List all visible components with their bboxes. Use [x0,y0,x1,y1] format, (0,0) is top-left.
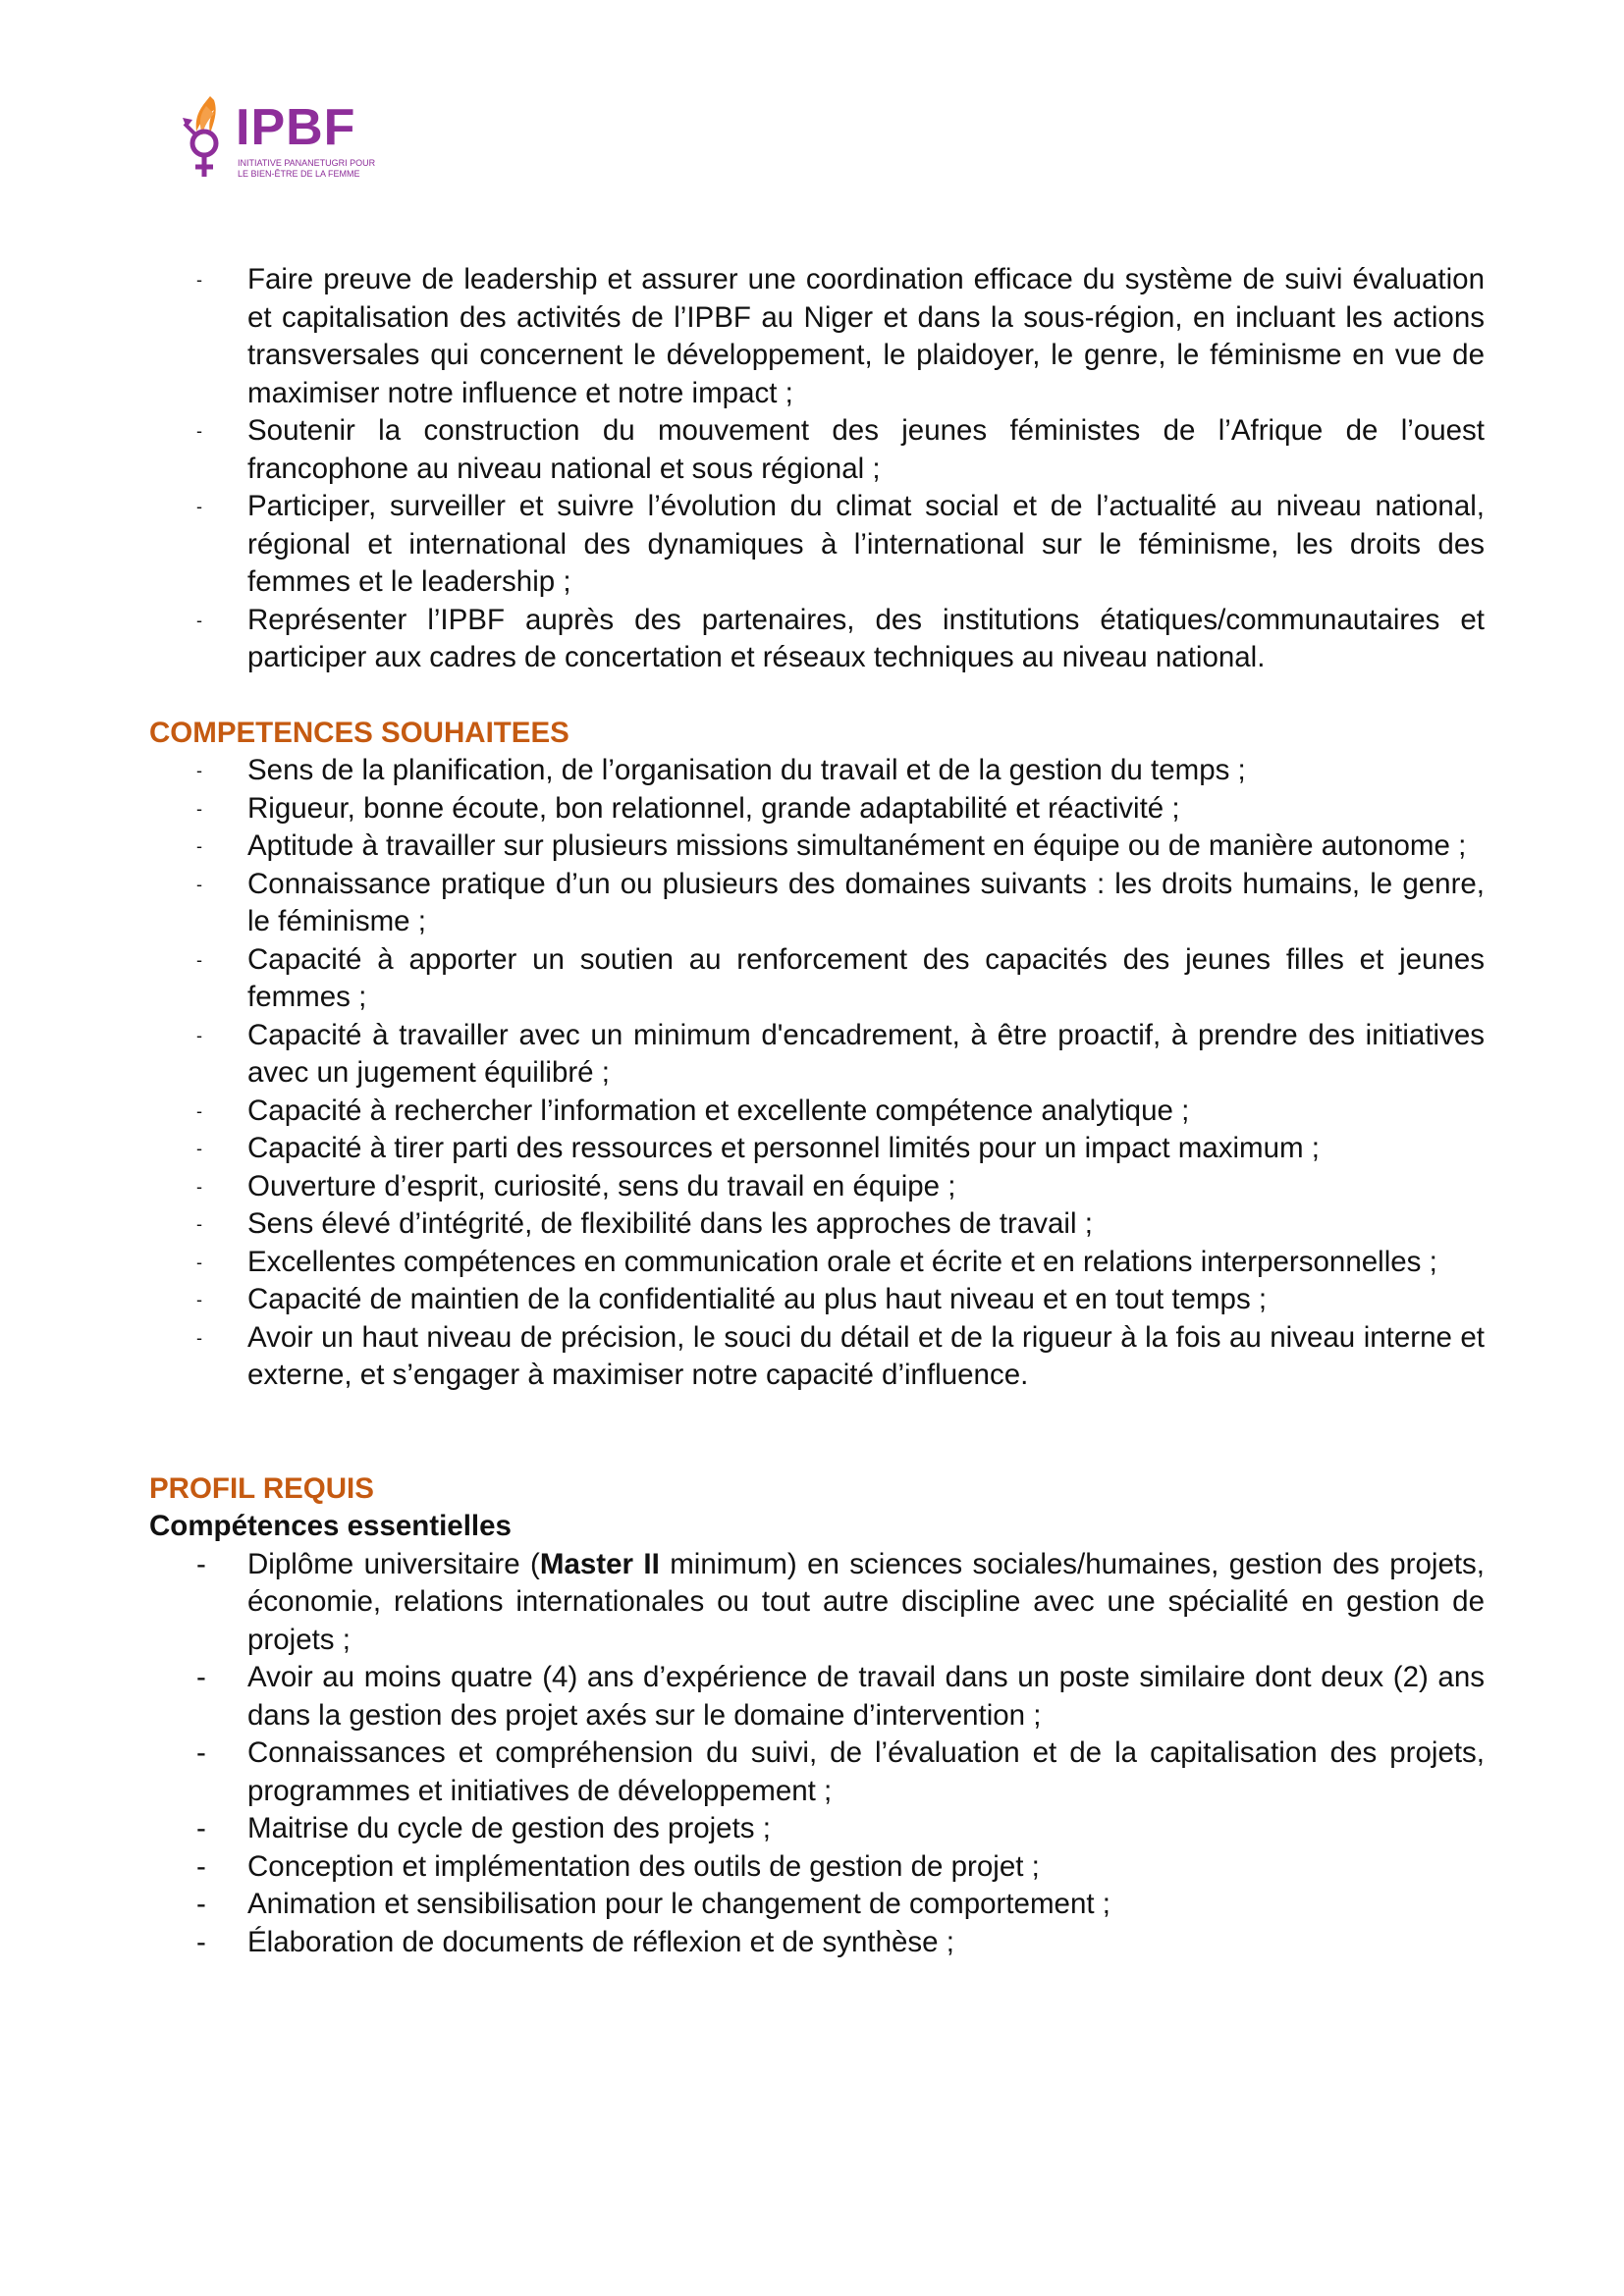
bullet-dash: - [196,1888,206,1920]
bullet-dash: - [196,497,202,516]
logo-subtitle-line1: INITIATIVE PANANETUGRI POUR [238,158,376,168]
list-item: - Diplôme universitaire (Master II minimum) en sciences sociales/humaines, gestion des projets, économie, relations internationales ou tout autre discipline avec une spécialité en gestion de projets ; [196,1547,1486,1656]
list-item: - Connaissance pratique d’un ou plusieurs des domaines suivants : les droits humains, le genre, le féminisme ; [196,867,1485,937]
document-body [149,261,1485,1961]
list-item: - Connaissances et compréhension du suivi, de l’évaluation et de la capitalisation des projets, programmes et initiatives de développement ; [196,1736,1485,1807]
list-item: - Avoir au moins quatre (4) ans d’expérience de travail dans un poste similaire dont deux (2) ans dans la gestion des projet axés sur le domaine d’intervention ; [196,1661,1485,1732]
bullet-dash: - [196,1736,206,1769]
list-item: - Animation et sensibilisation pour le changement de comportement ; [247,1886,1485,1924]
list-item: - Soutenir la construction du mouvement des jeunes féministes de l’Afrique de l’ouest francophone au niveau national et sous régional ; [196,414,1485,485]
degree-level: Master II [539,1547,660,1580]
ipbf-logo [181,92,377,181]
list-item: - Capacité à apporter un soutien au renforcement des capacités des jeunes filles et jeunes femmes ; [196,942,1485,1013]
bullet-dash: - [196,1849,206,1883]
list-item: - Sens élevé d’intégrité, de flexibilité dans les approches de travail ; [247,1205,1485,1244]
responsibilities-list [149,261,1485,677]
list-item: - Excellentes compétences en communication orale et écrite et en relations interpersonnelles ; [247,1244,1485,1282]
bullet-dash: - [196,610,202,630]
section-heading-profil-requis: PROFIL REQUIS [149,1471,374,1505]
bullet-dash: - [196,270,202,290]
list-item: - Capacité à travailler avec un minimum d'encadrement, à être proactif, à prendre des initiatives avec un jugement équilibré ; [196,1018,1485,1089]
bullet-dash: - [196,1925,206,1958]
list-item: - Élaboration de documents de réflexion et de synthèse ; [247,1924,1485,1962]
bullet-dash: - [196,1290,202,1309]
bullet-dash: - [196,761,202,780]
section-heading-competences-souhaitees: COMPETENCES SOUHAITEES [149,716,569,749]
bullet-dash: - [196,949,202,970]
list-item: - Capacité à tirer parti des ressources et personnel limités pour un impact maximum ; [247,1130,1485,1168]
list-item: - Maitrise du cycle de gestion des projets ; [247,1810,1485,1848]
bullet-dash: - [196,1100,202,1121]
bullet-dash: - [196,836,202,856]
list-item: - Conception et implémentation des outils de gestion de projet ; [247,1848,1485,1887]
bullet-dash: - [196,1547,206,1580]
subheading-competences-essentielles: Compétences essentielles [149,1510,512,1542]
list-item: - Avoir un haut niveau de précision, le souci du détail et de la rigueur à la fois au niveau interne et externe, et s’engager à maximiser notre capacité d’influence. [196,1320,1485,1391]
female-symbol-flame-icon [181,92,230,181]
bullet-dash: - [196,1327,202,1348]
bullet-dash: - [196,1139,202,1158]
bullet-dash: - [196,1176,202,1197]
competences-souhaitees-list [149,752,1485,1395]
list-item: - Aptitude à travailler sur plusieurs missions simultanément en équipe ou de manière autonome ; [247,828,1485,866]
bullet-dash: - [196,1214,202,1234]
logo-subtitle-line2: LE BIEN-ÊTRE DE LA FEMME [238,169,360,179]
profil-requis-list [149,1546,1485,1962]
bullet-dash: - [196,798,202,819]
list-item: - Faire preuve de leadership et assurer une coordination efficace du système de suivi évaluation et capitalisation des activités de l’IPBF au Niger et dans la sous-région, en incluant les actions transversales qui concernent le développement, le plaidoyer, le genre, le féminisme en vue de maximiser notre influence et notre impact ; [196,263,1485,409]
logo-wordmark: IPBF [236,99,356,156]
bullet-dash: - [196,421,202,441]
bullet-dash: - [196,1661,206,1693]
list-item: - Capacité de maintien de la confidentialité au plus haut niveau et en tout temps ; [247,1281,1485,1319]
list-item: - Participer, surveiller et suivre l’évolution du climat social et de l’actualité au niveau national, régional et international des dynamiques à l’international sur le féminisme, les droits des femmes et le leadership ; [196,490,1485,598]
list-item: - Sens de la planification, de l’organisation du travail et de la gestion du temps ; [247,752,1485,790]
bullet-dash: - [196,874,202,894]
list-item: - Capacité à rechercher l’information et excellente compétence analytique ; [247,1093,1485,1131]
bullet-dash: - [196,1252,202,1272]
bullet-dash: - [196,1812,206,1844]
list-item: - Représenter l’IPBF auprès des partenaires, des institutions étatiques/communautaires et participer aux cadres de concertation et réseaux techniques au niveau national. [196,603,1485,673]
bullet-dash: - [196,1025,202,1045]
list-item: - Rigueur, bonne écoute, bon relationnel, grande adaptabilité et réactivité ; [247,790,1485,828]
list-item: - Ouverture d’esprit, curiosité, sens du travail en équipe ; [247,1168,1485,1206]
